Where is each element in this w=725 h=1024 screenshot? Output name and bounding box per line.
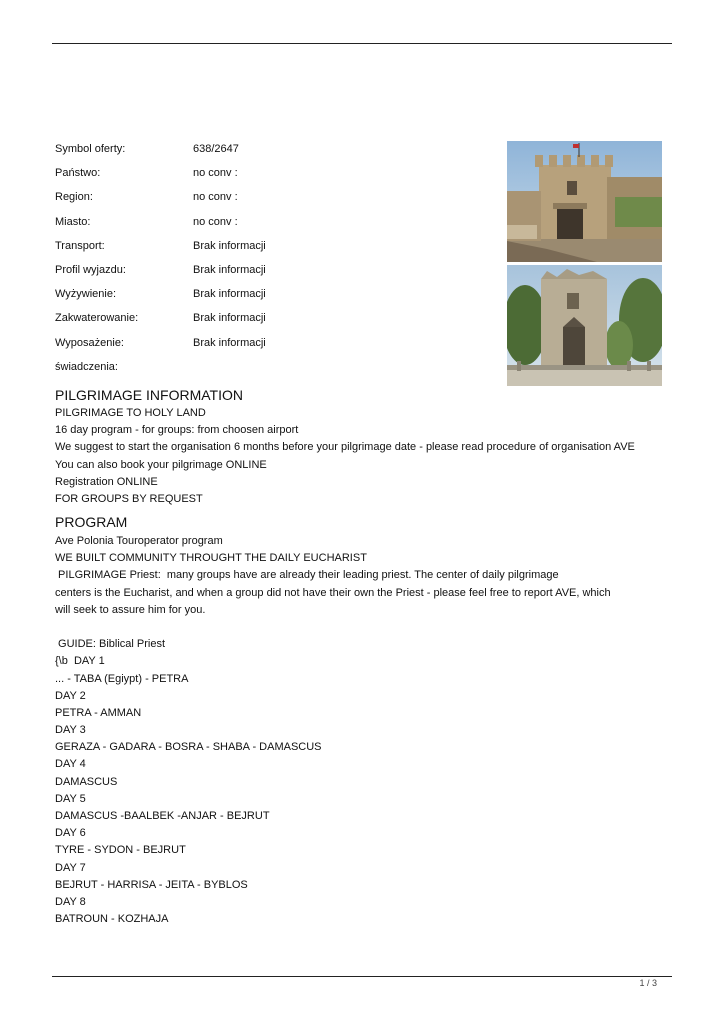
- body-line: DAY 4: [55, 758, 86, 771]
- body-line: DAY 5: [55, 792, 86, 805]
- body-line: will seek to assure him for you.: [55, 603, 206, 616]
- body-line: DAY 7: [55, 861, 86, 874]
- body-line: {\b DAY 1: [55, 655, 105, 668]
- detail-label: Państwo:: [55, 167, 101, 180]
- detail-value: Brak informacji: [193, 263, 266, 276]
- detail-row: [55, 334, 455, 358]
- body-line: ... - TABA (Egiypt) - PETRA: [55, 672, 189, 685]
- body-line: BATROUN - KOZHAJA: [55, 913, 169, 926]
- program-body: [55, 533, 675, 928]
- detail-value: no conv :: [193, 167, 238, 180]
- detail-row: [55, 164, 455, 188]
- detail-row: [55, 237, 455, 261]
- detail-label: świadczenia:: [55, 360, 118, 373]
- detail-value: no conv :: [193, 215, 238, 228]
- body-line: PILGRIMAGE Priest: many groups have are already their leading priest. The center of daily pilgrimage: [55, 569, 559, 582]
- detail-value: Brak informacji: [193, 288, 266, 301]
- detail-row: [55, 261, 455, 285]
- detail-label: Wyposażenie:: [55, 336, 124, 349]
- body-line: You can also book your pilgrimage ONLINE: [55, 458, 267, 471]
- detail-row: [55, 188, 455, 212]
- detail-row: [55, 309, 455, 333]
- detail-label: Zakwaterowanie:: [55, 312, 139, 325]
- detail-label: Symbol oferty:: [55, 143, 126, 155]
- detail-row: [55, 285, 455, 309]
- body-line: BEJRUT - HARRISA - JEITA - BYBLOS: [55, 878, 248, 891]
- detail-label: Miasto:: [55, 215, 91, 228]
- detail-value: no conv :: [193, 191, 238, 204]
- ruins-photo: [507, 265, 662, 386]
- offer-details-table: [55, 140, 455, 382]
- body-line: DAMASCUS -BAALBEK -ANJAR - BEJRUT: [55, 810, 270, 822]
- body-line: DAMASCUS: [55, 775, 118, 788]
- detail-label: Transport:: [55, 239, 105, 252]
- header-rule: [52, 43, 672, 44]
- body-line: 16 day program - for groups: from choosen airport: [55, 424, 299, 437]
- program-heading: PROGRAM: [55, 514, 128, 530]
- body-line: PETRA - AMMAN: [55, 706, 142, 719]
- body-line: TYRE - SYDON - BEJRUT: [55, 844, 186, 857]
- body-line: Ave Polonia Touroperator program: [55, 535, 223, 547]
- detail-value: 638/2647: [193, 143, 239, 155]
- detail-value: Brak informacji: [193, 312, 266, 325]
- castle-photo: [507, 141, 662, 262]
- body-line: DAY 2: [55, 689, 86, 702]
- detail-row: [55, 140, 455, 164]
- body-line: Registration ONLINE: [55, 475, 158, 488]
- body-line: FOR GROUPS BY REQUEST: [55, 492, 203, 505]
- detail-label: Region:: [55, 191, 93, 204]
- body-line: GUIDE: Biblical Priest: [55, 638, 166, 651]
- detail-label: Profil wyjazdu:: [55, 263, 126, 276]
- body-line: DAY 8: [55, 895, 86, 908]
- detail-value: Brak informacji: [193, 336, 266, 349]
- page-number: 1 / 3: [639, 978, 657, 988]
- body-line: WE BUILT COMMUNITY THROUGHT THE DAILY EUCHARIST: [55, 552, 367, 565]
- detail-value: Brak informacji: [193, 239, 266, 252]
- pilgrimage-info-body: [55, 405, 675, 508]
- body-line: GERAZA - GADARA - BOSRA - SHABA - DAMASCUS: [55, 741, 322, 754]
- blank-line: [55, 619, 675, 636]
- body-line: centers is the Eucharist, and when a group did not have their own the Priest - please feel free to report AVE, which: [55, 586, 611, 599]
- body-line: We suggest to start the organisation 6 months before your pilgrimage date - please read procedure of organisation AVE: [55, 441, 635, 454]
- footer-rule: [52, 976, 672, 977]
- detail-row: [55, 213, 455, 237]
- pilgrimage-info-heading: PILGRIMAGE INFORMATION: [55, 387, 243, 403]
- body-line: DAY 3: [55, 724, 86, 737]
- detail-label: Wyżywienie:: [55, 288, 117, 301]
- body-line: DAY 6: [55, 827, 86, 840]
- detail-row: [55, 358, 455, 382]
- body-line: PILGRIMAGE TO HOLY LAND: [55, 407, 206, 419]
